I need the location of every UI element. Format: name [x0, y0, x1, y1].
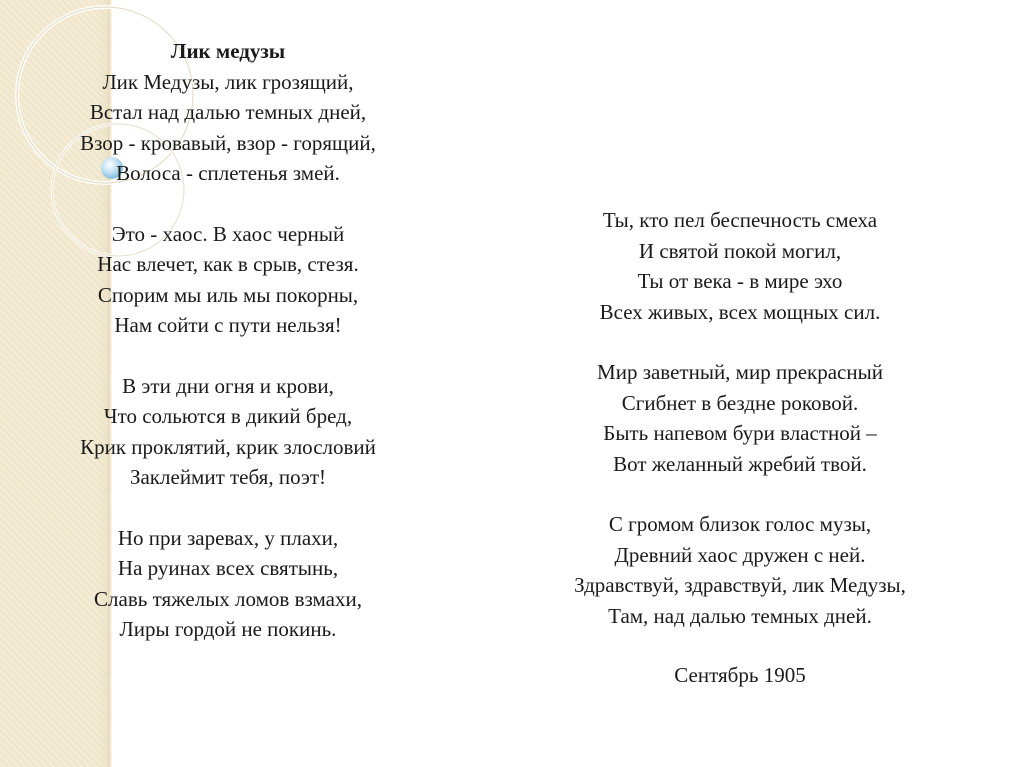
verse-line: Там, над далью темных дней. — [608, 603, 872, 628]
stanza-gap — [28, 189, 428, 219]
verse-line: Лик Медузы, лик грозящий, — [102, 69, 354, 94]
stanza-3 — [28, 371, 428, 493]
verse-line: Нас влечет, как в срыв, стезя. — [97, 252, 359, 276]
verse-line: На руинах всех святынь, — [117, 556, 339, 580]
stanza-2 — [28, 219, 428, 341]
stanza-4 — [28, 523, 428, 645]
verse-line: Но при заревах, у плахи, — [117, 525, 339, 550]
stanza-7 — [530, 509, 950, 631]
verse-line: Это - хаос. В хаос черный — [111, 221, 345, 246]
stanza-6 — [530, 357, 950, 479]
verse-line: Взор - кровавый, взор - горящий, — [80, 130, 376, 155]
verse-line: Спорим мы иль мы покорны, — [97, 282, 359, 307]
verse-line: Крик проклятий, крик злословий — [80, 434, 376, 459]
verse-line: Быть напевом бури властной – — [603, 421, 877, 445]
verse-line: Нам сойти с пути нельзя! — [114, 313, 342, 337]
poem-date: Сентябрь 1905 — [674, 663, 806, 687]
verse-line: С громом близок голос музы, — [608, 512, 872, 536]
verse-line: Волоса - сплетенья змей. — [116, 161, 340, 185]
poem-title: Лик медузы — [170, 39, 286, 63]
verse-line: Древний хаос дружен с ней. — [614, 542, 866, 567]
verse-line: Здравствуй, здравствуй, лик Медузы, — [574, 573, 906, 597]
stanza-gap — [530, 479, 950, 509]
verse-line: Вот желанный жребий твой. — [613, 451, 867, 476]
stanza-gap — [28, 341, 428, 371]
stanza-gap — [530, 327, 950, 357]
verse-line: Всех живых, всех мощных сил. — [599, 299, 881, 324]
stanza-5 — [530, 205, 950, 327]
poem-left-column — [28, 36, 428, 645]
verse-line: Что сольются в дикий бред, — [103, 404, 353, 428]
verse-line: Встал над далью темных дней, — [89, 100, 367, 124]
verse-line: Заклеймит тебя, поэт! — [129, 465, 327, 489]
verse-line: Славь тяжелых ломов взмахи, — [94, 586, 362, 611]
verse-line: Ты, кто пел беспечность смеха — [602, 208, 878, 232]
stanza-gap — [28, 493, 428, 523]
poem-right-column — [530, 205, 950, 691]
verse-line: Мир заветный, мир прекрасный — [597, 360, 883, 384]
verse-line: Сгибнет в бездне роковой. — [621, 390, 859, 415]
verse-line: В эти дни огня и крови, — [122, 373, 334, 398]
verse-line: И святой покой могил, — [638, 238, 842, 263]
verse-line: Лиры гордой не покинь. — [119, 617, 337, 641]
stanza-1 — [28, 67, 428, 189]
verse-line: Ты от века - в мире эхо — [637, 269, 843, 293]
